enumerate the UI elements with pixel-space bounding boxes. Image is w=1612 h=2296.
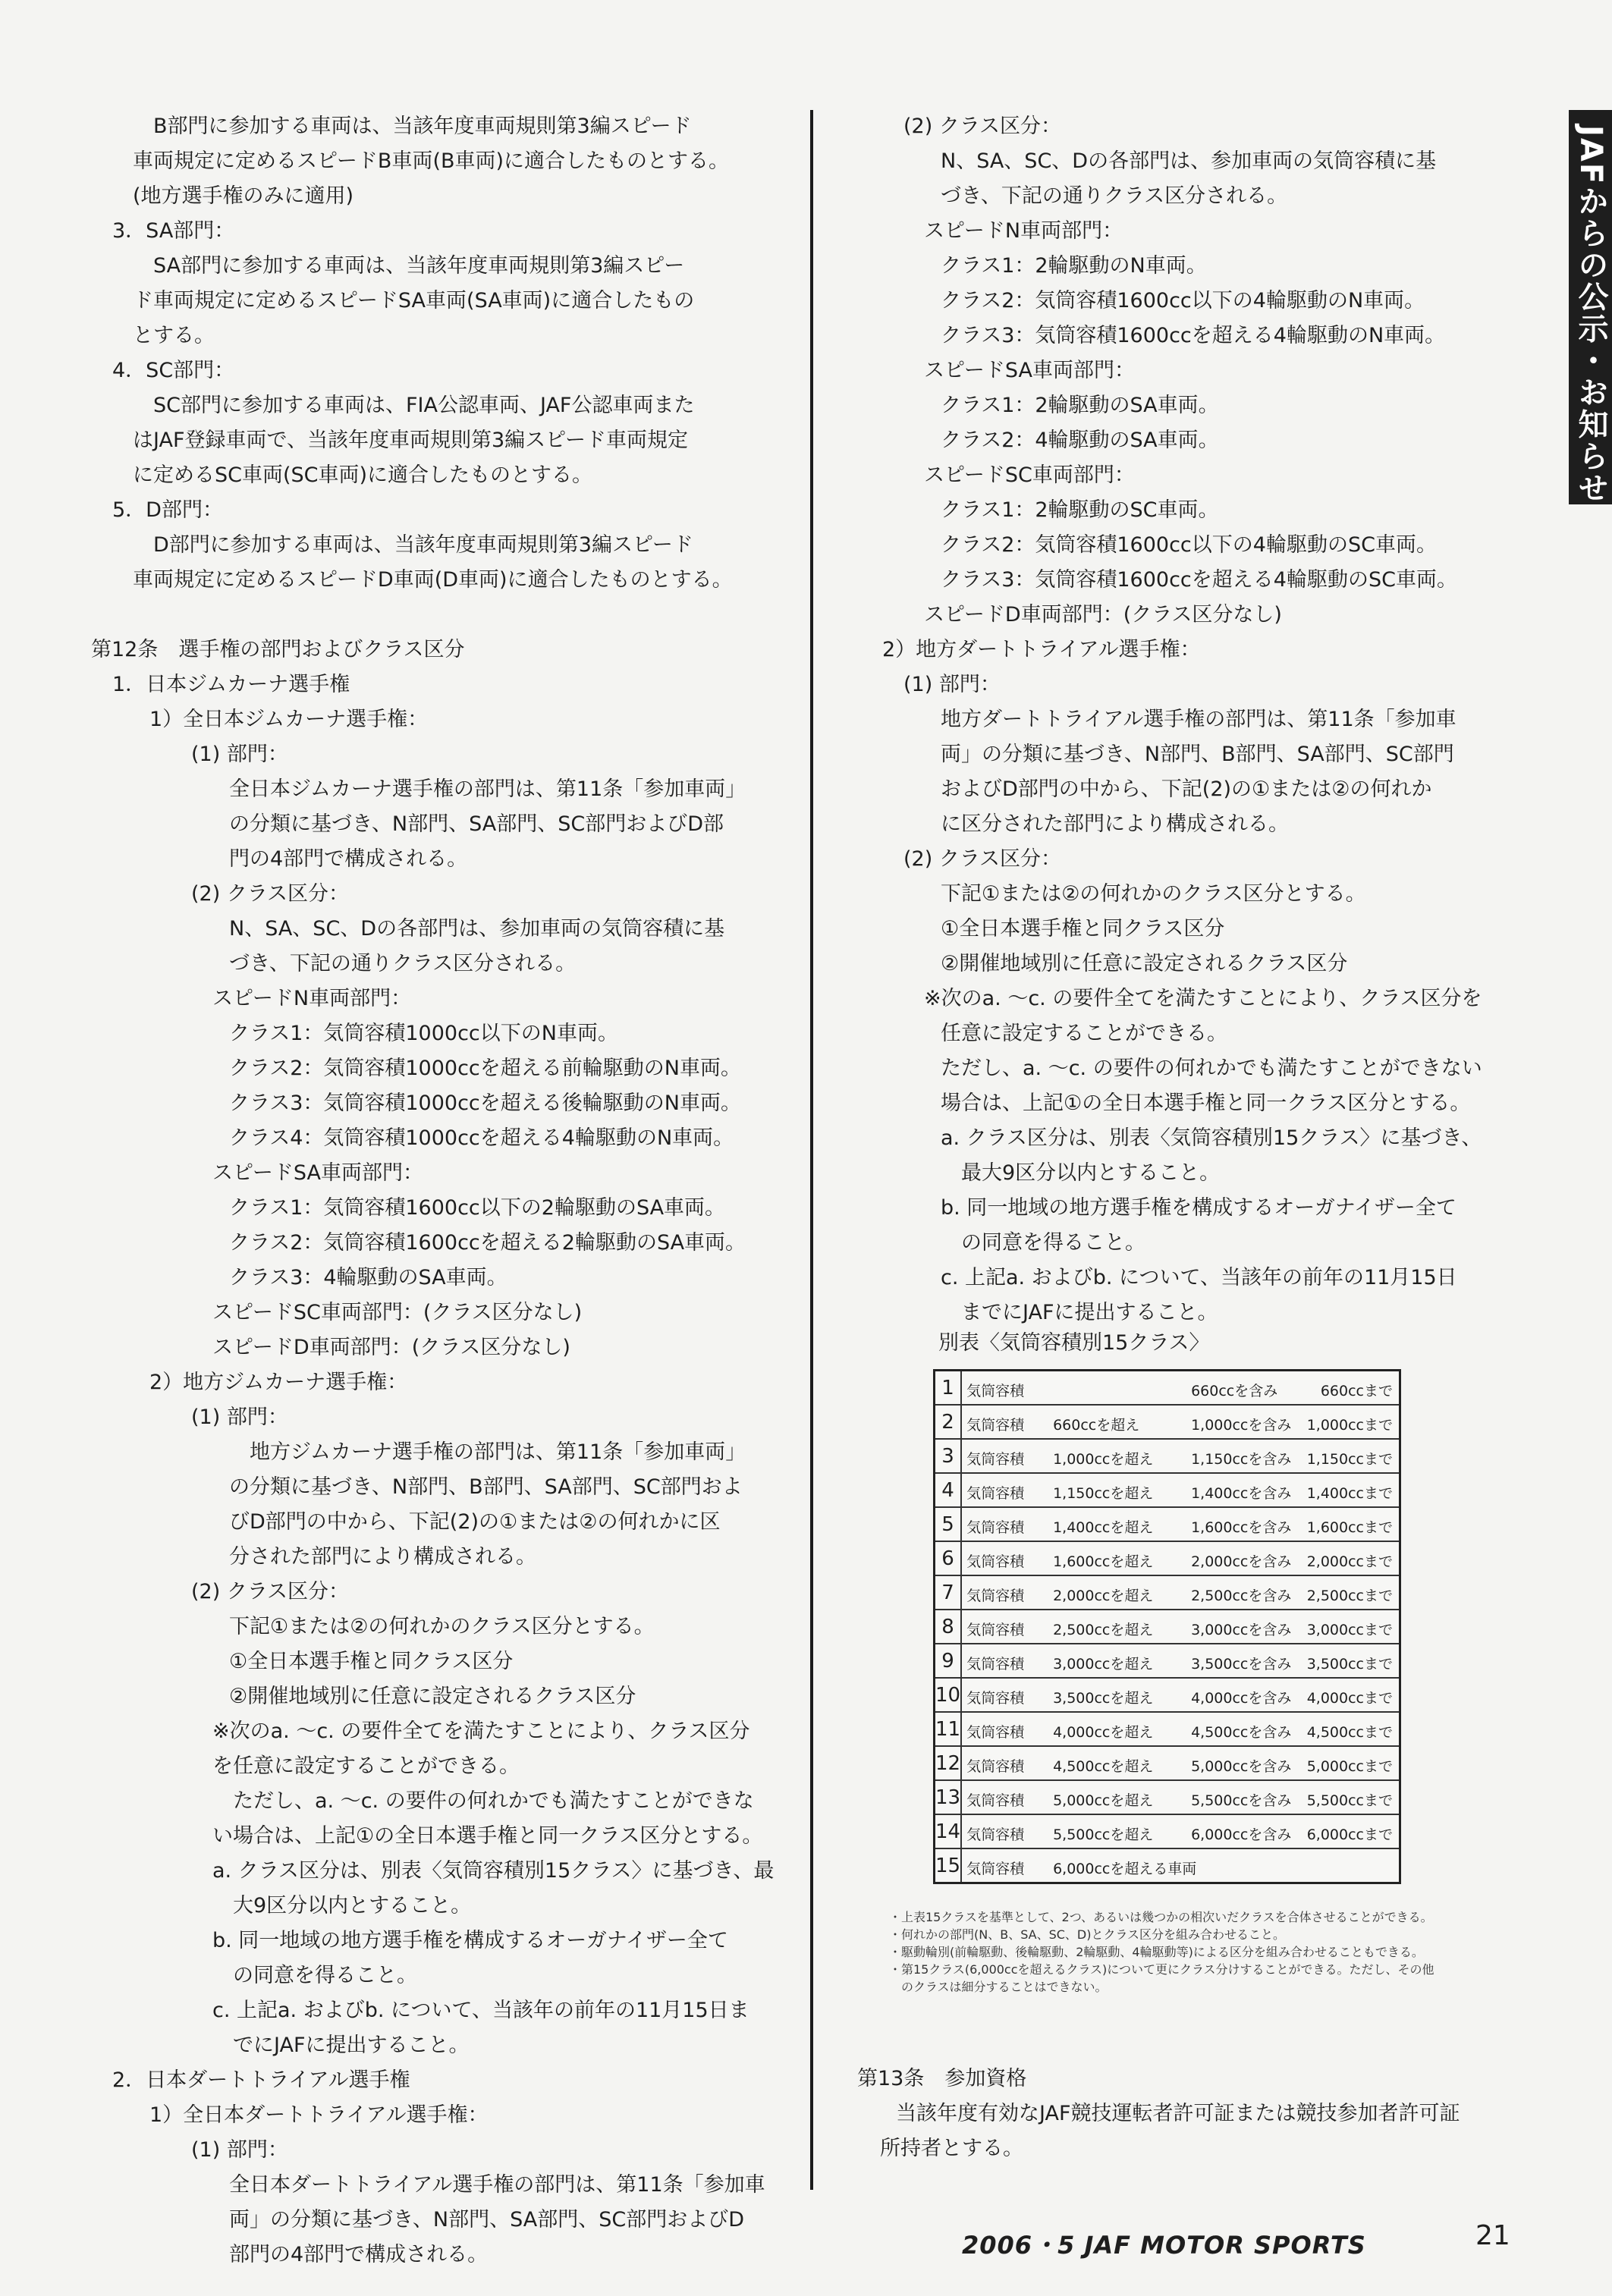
- range-b: 3,500ccを含み: [1191, 1656, 1292, 1673]
- range-a: 660ccを超え: [1053, 1417, 1140, 1434]
- range-label: 気筒容積: [966, 1485, 1025, 1502]
- text-line: スピードN車両部門：: [924, 219, 1123, 243]
- table-row: [935, 1610, 1400, 1644]
- text-line: クラス3：4輪駆動のSA車両。: [229, 1266, 507, 1289]
- class-range-cell: [961, 1678, 1400, 1712]
- text-line: 4．SC部門：: [112, 359, 235, 382]
- table-row: [935, 1848, 1400, 1883]
- range-label: 気筒容積: [966, 1724, 1025, 1741]
- text-line: 任意に設定することができる。: [941, 1022, 1227, 1045]
- text-line: ただし、a. ～c. の要件の何れかでも満たすことができな: [212, 1789, 754, 1813]
- range-label: 気筒容積: [966, 1417, 1025, 1434]
- text-line: 1．日本ジムカーナ選手権: [112, 673, 350, 696]
- range-label: 気筒容積: [966, 1451, 1025, 1468]
- section-tab: JAFからの公示・お知らせ: [1569, 110, 1612, 504]
- text-line: クラス3：気筒容積1600ccを超える4輪駆動のN車両。: [941, 324, 1446, 347]
- class-range-cell: [961, 1371, 1400, 1406]
- table-note: ・第15クラス(6,000ccを超えるクラス)について更にクラス分けすることができる。ただし、その他: [889, 1962, 1434, 1977]
- class-range-cell: [961, 1439, 1400, 1473]
- article-13-heading: 第13条 参加資格: [857, 2067, 1027, 2090]
- text-line: ②開催地域別に任意に設定されるクラス区分: [941, 952, 1348, 975]
- range-b: 4,500ccを含み: [1191, 1724, 1292, 1741]
- class-number: 13: [935, 1780, 962, 1814]
- range-label: 気筒容積: [966, 1792, 1025, 1809]
- text-line: 車両規定に定めるスピードB車両(B車両)に適合したものとする。: [133, 149, 730, 173]
- table-row: [935, 1371, 1400, 1406]
- text-line: づき、下記の通りクラス区分される。: [229, 952, 577, 975]
- text-line: 門の4部門で構成される。: [229, 847, 468, 871]
- range-c: 6,000ccまで: [1306, 1826, 1393, 1843]
- table-notes: [889, 1908, 1541, 1996]
- left-column: [91, 109, 774, 2272]
- class-number: 5: [935, 1507, 962, 1541]
- text-line: 1）全日本ジムカーナ選手権：: [149, 708, 429, 731]
- class-number: 4: [935, 1473, 962, 1507]
- magazine-footer: 2006・5 JAF MOTOR SPORTS: [962, 2231, 1366, 2260]
- text-line: スピードN車両部門：: [212, 987, 412, 1010]
- range-c: 4,000ccまで: [1306, 1690, 1393, 1707]
- text-line: (2) クラス区分：: [903, 847, 1062, 871]
- text-line: クラス1：2輪駆動のN車両。: [941, 254, 1207, 278]
- range-c: 4,500ccまで: [1306, 1724, 1393, 1741]
- text-line: N、SA、SC、Dの各部門は、参加車両の気筒容積に基: [941, 149, 1437, 173]
- range-b: 1,150ccを含み: [1191, 1451, 1292, 1468]
- text-line: 3．SA部門：: [112, 219, 235, 243]
- text-line: [91, 598, 774, 633]
- text-line: a. クラス区分は、別表〈気筒容積別15クラス〉に基づき、: [941, 1126, 1482, 1150]
- text-line: 両」の分類に基づき、N部門、B部門、SA部門、SC部門: [941, 743, 1454, 766]
- text-line: クラス2：気筒容積1000ccを超える前輪駆動のN車両。: [229, 1057, 741, 1080]
- text-line: D部門に参加する車両は、当該年度車両規則第3編スピード: [133, 533, 693, 557]
- range-label: 気筒容積: [966, 1690, 1025, 1707]
- range-label: 気筒容積: [966, 1519, 1025, 1536]
- range-c: 660ccまで: [1320, 1383, 1393, 1399]
- range-b: 3,000ccを含み: [1191, 1622, 1292, 1638]
- range-label: 気筒容積: [966, 1758, 1025, 1775]
- class-range-cell: [961, 1541, 1400, 1575]
- column-divider: [810, 110, 813, 2190]
- class-number: 6: [935, 1541, 962, 1575]
- text-line: 2）地方ダートトライアル選手権：: [882, 638, 1201, 661]
- class-number: 2: [935, 1405, 962, 1439]
- table-note: ・何れかの部門(N、B、SA、SC、D)とクラス区分を組み合わせること。: [889, 1927, 1285, 1942]
- class-number: 9: [935, 1644, 962, 1678]
- text-line: 1）全日本ダートトライアル選手権：: [149, 2103, 489, 2127]
- text-line: ただし、a. ～c. の要件の何れかでも満たすことができない: [941, 1057, 1482, 1080]
- range-a: 1,150ccを超え: [1053, 1485, 1154, 1502]
- text-line: (1) 部門：: [191, 1406, 288, 1429]
- range-b: 4,000ccを含み: [1191, 1690, 1292, 1707]
- class-number: 15: [935, 1848, 962, 1883]
- range-a: 5,000ccを超え: [1053, 1792, 1154, 1809]
- text-line: の同意を得ること。: [212, 1964, 417, 1987]
- text-line: でにJAFに提出すること。: [212, 2034, 470, 2057]
- table-row: [935, 1712, 1400, 1746]
- range-b: 660ccを含み: [1191, 1383, 1278, 1399]
- table-row: [935, 1644, 1400, 1678]
- text-line: 全日本ダートトライアル選手権の部門は、第11条「参加車: [229, 2173, 765, 2197]
- range-a: 4,500ccを超え: [1053, 1758, 1154, 1775]
- range-c: 2,000ccまで: [1306, 1553, 1393, 1570]
- range-c: 3,000ccまで: [1306, 1622, 1393, 1638]
- class-number: 3: [935, 1439, 962, 1473]
- text-line: づき、下記の通りクラス区分される。: [941, 184, 1288, 208]
- class-range-cell: [961, 1780, 1400, 1814]
- text-line: 下記①または②の何れかのクラス区分とする。: [229, 1615, 655, 1638]
- text-line: スピードSC車両部門：(クラス区分なし): [212, 1301, 583, 1324]
- text-line: 2．日本ダートトライアル選手権: [112, 2068, 410, 2092]
- text-line: とする。: [133, 324, 215, 347]
- range-a: 2,500ccを超え: [1053, 1622, 1154, 1638]
- range-a: 1,600ccを超え: [1053, 1553, 1154, 1570]
- text-line: びD部門の中から、下記(2)の①または②の何れかに区: [229, 1510, 721, 1534]
- text-line: ド車両規定に定めるスピードSA車両(SA車両)に適合したもの: [133, 289, 695, 313]
- range-b: 1,600ccを含み: [1191, 1519, 1292, 1536]
- text-line: (1) 部門：: [191, 743, 288, 766]
- range-a: 1,400ccを超え: [1053, 1519, 1154, 1536]
- text-line: ※次のa. ～c. の要件全てを満たすことにより、クラス区分を: [924, 987, 1482, 1010]
- class-number: 11: [935, 1712, 962, 1746]
- range-c: 5,000ccまで: [1306, 1758, 1393, 1775]
- text-line: 部門の4部門で構成される。: [229, 2243, 489, 2266]
- range-c: 5,500ccまで: [1306, 1792, 1393, 1809]
- text-line: 車両規定に定めるスピードD車両(D車両)に適合したものとする。: [133, 568, 733, 592]
- text-line: SA部門に参加する車両は、当該年度車両規則第3編スピー: [133, 254, 685, 278]
- range-a: 5,500ccを超え: [1053, 1826, 1154, 1843]
- text-line: の分類に基づき、N部門、SA部門、SC部門およびD部: [229, 812, 724, 836]
- text-line: 地方ダートトライアル選手権の部門は、第11条「参加車: [941, 708, 1456, 731]
- range-b: 6,000ccを含み: [1191, 1826, 1292, 1843]
- range-a: 3,500ccを超え: [1053, 1690, 1154, 1707]
- article-13-body-line: 所持者とする。: [880, 2137, 1023, 2160]
- text-line: クラス4：気筒容積1000ccを超える4輪駆動のN車両。: [229, 1126, 734, 1150]
- table-title: 別表〈気筒容積別15クラス〉: [938, 1331, 1210, 1355]
- text-line: b. 同一地域の地方選手権を構成するオーガナイザー全て: [212, 1929, 728, 1952]
- range-c: 1,600ccまで: [1306, 1519, 1393, 1536]
- text-line: b. 同一地域の地方選手権を構成するオーガナイザー全て: [941, 1196, 1456, 1220]
- table-row: [935, 1507, 1400, 1541]
- range-label: 気筒容積: [966, 1383, 1025, 1399]
- range-b: 2,000ccを含み: [1191, 1553, 1292, 1570]
- class-range-cell: [961, 1712, 1400, 1746]
- text-line: までにJAFに提出すること。: [941, 1301, 1218, 1324]
- class-range-cell: [961, 1575, 1400, 1610]
- text-line: 最大9区分以内とすること。: [941, 1161, 1221, 1185]
- text-line: 5．D部門：: [112, 498, 223, 522]
- range-a: 1,000ccを超え: [1053, 1451, 1154, 1468]
- class-range-cell: [961, 1746, 1400, 1780]
- text-line: ①全日本選手権と同クラス区分: [229, 1650, 514, 1673]
- text-line: B部門に参加する車両は、当該年度車両規則第3編スピード: [133, 115, 692, 138]
- class-number: 12: [935, 1746, 962, 1780]
- class-range-cell: [961, 1814, 1400, 1848]
- text-line: い場合は、上記①の全日本選手権と同一クラス区分とする。: [212, 1824, 763, 1848]
- range-b: 5,000ccを含み: [1191, 1758, 1292, 1775]
- range-b: 1,000ccを含み: [1191, 1417, 1292, 1434]
- text-line: 分された部門により構成される。: [229, 1545, 536, 1569]
- table-row: [935, 1575, 1400, 1610]
- text-line: クラス1：2輪駆動のSA車両。: [941, 394, 1219, 417]
- range-c: 1,400ccまで: [1306, 1485, 1393, 1502]
- range-a: 2,000ccを超え: [1053, 1588, 1154, 1604]
- table-row: [935, 1746, 1400, 1780]
- range-b: 2,500ccを含み: [1191, 1588, 1292, 1604]
- range-b: 5,500ccを含み: [1191, 1792, 1292, 1809]
- text-line: ②開催地域別に任意に設定されるクラス区分: [229, 1685, 636, 1708]
- text-line: (地方選手権のみに適用): [133, 184, 354, 208]
- class-number: 10: [935, 1678, 962, 1712]
- table-row: [935, 1678, 1400, 1712]
- text-line: を任意に設定することができる。: [212, 1754, 520, 1778]
- text-line: (2) クラス区分：: [903, 115, 1062, 138]
- text-line: クラス1：2輪駆動のSC車両。: [941, 498, 1219, 522]
- table-row: [935, 1814, 1400, 1848]
- text-line: 場合は、上記①の全日本選手権と同一クラス区分とする。: [941, 1091, 1471, 1115]
- text-line: クラス2：気筒容積1600cc以下の4輪駆動のN車両。: [941, 289, 1425, 313]
- table-row: [935, 1780, 1400, 1814]
- class-range-cell: [961, 1473, 1400, 1507]
- text-line: a. クラス区分は、別表〈気筒容積別15クラス〉に基づき、最: [212, 1859, 774, 1883]
- text-line: クラス1：気筒容積1000cc以下のN車両。: [229, 1022, 618, 1045]
- text-line: (1) 部門：: [191, 2138, 288, 2162]
- range-c: 3,500ccまで: [1306, 1656, 1393, 1673]
- range-a: 3,000ccを超え: [1053, 1656, 1154, 1673]
- text-line: はJAF登録車両で、当該年度車両規則第3編スピード車両規定: [133, 429, 689, 452]
- text-line: スピードD車両部門：(クラス区分なし): [212, 1336, 570, 1359]
- text-line: (2) クラス区分：: [191, 1580, 350, 1603]
- text-line: スピードSA車両部門：: [212, 1161, 424, 1185]
- text-line: c. 上記a. およびb. について、当該年の前年の11月15日ま: [212, 1999, 749, 2022]
- text-line: クラス3：気筒容積1600ccを超える4輪駆動のSC車両。: [941, 568, 1457, 592]
- range-label: 気筒容積: [966, 1826, 1025, 1843]
- class-range-cell: [961, 1644, 1400, 1678]
- text-line: (2) クラス区分：: [191, 882, 350, 906]
- range-a: 6,000ccを超える車両: [1053, 1861, 1197, 1877]
- text-line: 全日本ジムカーナ選手権の部門は、第11条「参加車両」: [229, 777, 746, 801]
- class-range-cell: [961, 1405, 1400, 1439]
- class-number: 7: [935, 1575, 962, 1610]
- text-line: クラス2：気筒容積1600cc以下の4輪駆動のSC車両。: [941, 533, 1437, 557]
- article-13: [857, 2062, 1540, 2166]
- text-line: 両」の分類に基づき、N部門、SA部門、SC部門およびD: [229, 2208, 745, 2232]
- class-number: 8: [935, 1610, 962, 1644]
- range-b: 1,400ccを含み: [1191, 1485, 1292, 1502]
- range-c: 2,500ccまで: [1306, 1588, 1393, 1604]
- text-line: クラス3：気筒容積1000ccを超える後輪駆動のN車両。: [229, 1091, 741, 1115]
- range-a: 4,000ccを超え: [1053, 1724, 1154, 1741]
- range-label: 気筒容積: [966, 1861, 1025, 1877]
- class-number: 1: [935, 1371, 962, 1406]
- text-line: 2）地方ジムカーナ選手権：: [149, 1371, 408, 1394]
- displacement-class-table: [933, 1369, 1401, 1884]
- right-column: [857, 109, 1540, 1330]
- text-line: に区分された部門により構成される。: [941, 812, 1289, 836]
- text-line: 第12条 選手権の部門およびクラス区分: [91, 638, 465, 661]
- text-line: ※次のa. ～c. の要件全てを満たすことにより、クラス区分: [212, 1720, 750, 1743]
- range-label: 気筒容積: [966, 1553, 1025, 1570]
- class-range-cell: [961, 1848, 1400, 1883]
- text-line: (1) 部門：: [903, 673, 1001, 696]
- text-line: 大9区分以内とすること。: [212, 1894, 472, 1918]
- text-line: スピードD車両部門：(クラス区分なし): [924, 603, 1282, 627]
- text-line: スピードSA車両部門：: [924, 359, 1136, 382]
- range-label: 気筒容積: [966, 1622, 1025, 1638]
- text-line: クラス2：4輪駆動のSA車両。: [941, 429, 1219, 452]
- table-row: [935, 1405, 1400, 1439]
- table-note: ・駆動輪別(前輪駆動、後輪駆動、2輪駆動、4輪駆動等)による区分を組み合わせることもできる。: [889, 1945, 1424, 1959]
- text-line: クラス1：気筒容積1600cc以下の2輪駆動のSA車両。: [229, 1196, 726, 1220]
- text-line: ①全日本選手権と同クラス区分: [941, 917, 1225, 941]
- text-line: c. 上記a. およびb. について、当該年の前年の11月15日: [941, 1266, 1457, 1289]
- text-line: スピードSC車両部門：: [924, 463, 1135, 487]
- table-row: [935, 1439, 1400, 1473]
- class-range-cell: [961, 1507, 1400, 1541]
- class-number: 14: [935, 1814, 962, 1848]
- text-line: の同意を得ること。: [941, 1231, 1145, 1255]
- table-note: ・上表15クラスを基準として、2つ、あるいは幾つかの相次いだクラスを合体させることができる。: [889, 1910, 1433, 1924]
- table-row: [935, 1541, 1400, 1575]
- text-line: およびD部門の中から、下記(2)の①または②の何れか: [941, 777, 1432, 801]
- range-c: 1,000ccまで: [1306, 1417, 1393, 1434]
- range-label: 気筒容積: [966, 1656, 1025, 1673]
- page-number: 21: [1475, 2220, 1510, 2251]
- text-line: に定めるSC車両(SC車両)に適合したものとする。: [133, 463, 593, 487]
- table-row: [935, 1473, 1400, 1507]
- table-note: のクラスは細分することはできない。: [889, 1980, 1108, 1994]
- class-range-cell: [961, 1610, 1400, 1644]
- range-label: 気筒容積: [966, 1588, 1025, 1604]
- text-line: N、SA、SC、Dの各部門は、参加車両の気筒容積に基: [229, 917, 725, 941]
- text-line: の分類に基づき、N部門、B部門、SA部門、SC部門およ: [229, 1475, 743, 1499]
- text-line: クラス2：気筒容積1600ccを超える2輪駆動のSA車両。: [229, 1231, 746, 1255]
- text-line: 地方ジムカーナ選手権の部門は、第11条「参加車両」: [229, 1440, 746, 1464]
- text-line: SC部門に参加する車両は、FIA公認車両、JAF公認車両また: [133, 394, 695, 417]
- range-c: 1,150ccまで: [1306, 1451, 1393, 1468]
- article-13-body-line: 当該年度有効なJAF競技運転者許可証または競技参加者許可証: [875, 2102, 1460, 2125]
- text-line: 下記①または②の何れかのクラス区分とする。: [941, 882, 1366, 906]
